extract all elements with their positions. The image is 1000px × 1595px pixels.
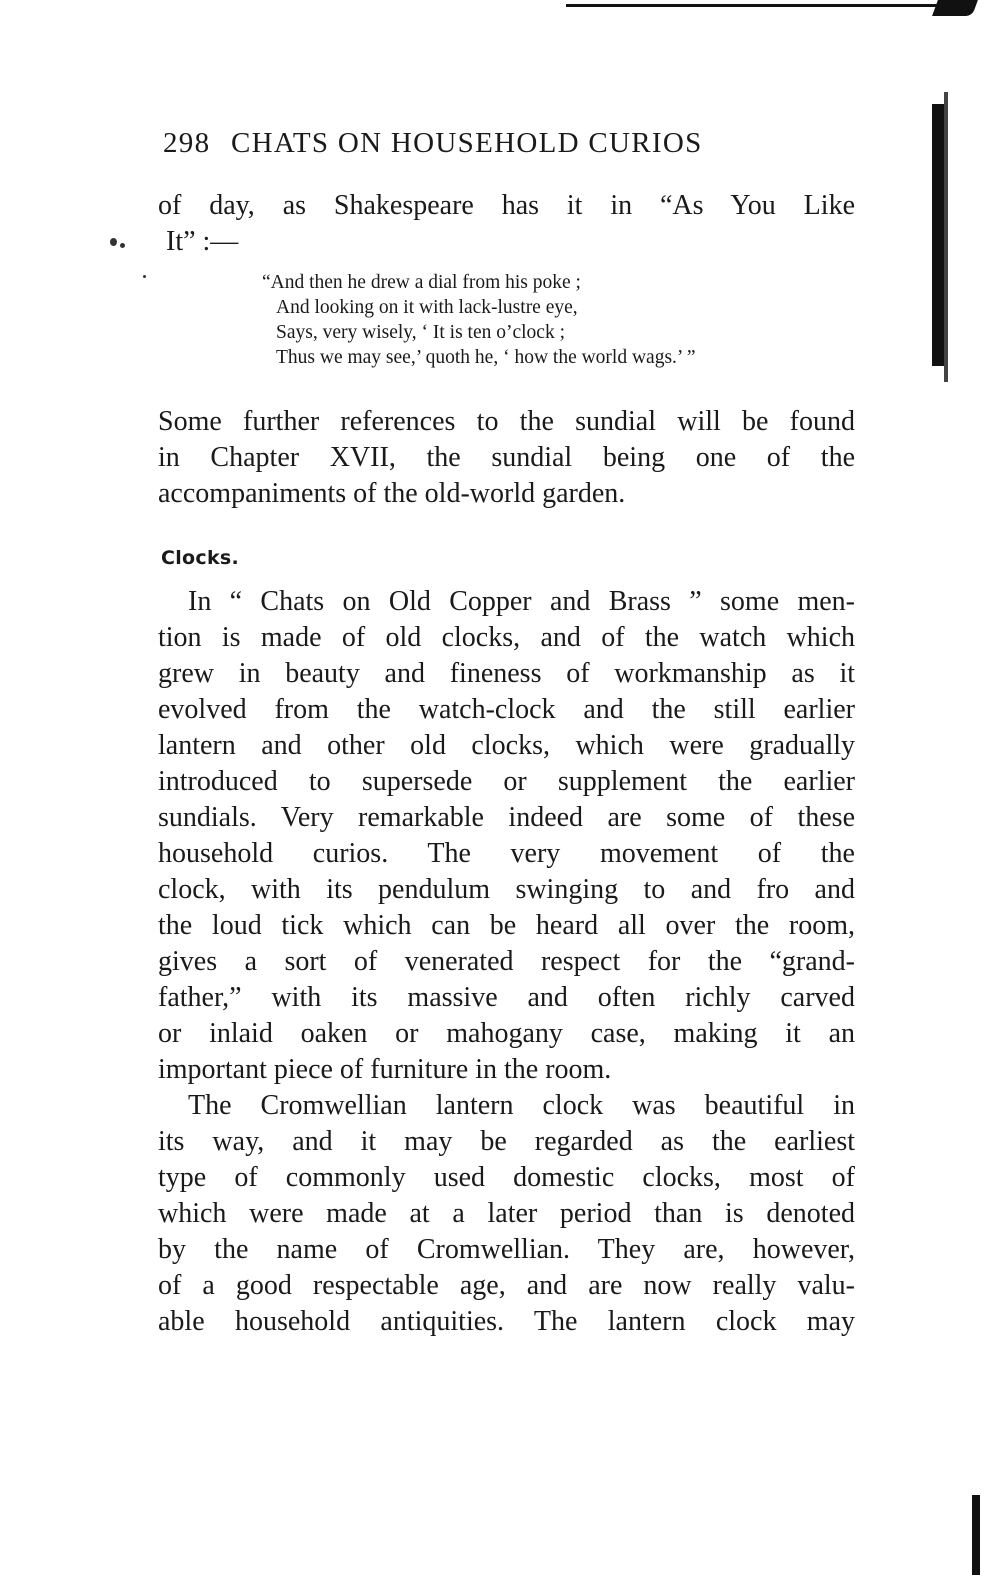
- text-line: accompaniments of the old-world garden.: [158, 478, 626, 509]
- text-line: It” :—: [166, 226, 239, 257]
- text-line: of a good respectable age, and are now really valu-: [158, 1270, 855, 1301]
- running-title: CHATS ON HOUSEHOLD CURIOS: [230, 127, 703, 159]
- scan-speck: [120, 243, 125, 248]
- text-line: household curios. The very movement of the: [158, 838, 855, 869]
- text-line: lantern and other old clocks, which were gradually: [158, 730, 855, 761]
- scan-speck: [143, 275, 146, 278]
- scan-edge-mark: [932, 0, 978, 16]
- scan-edge-bar: [932, 104, 944, 366]
- text-line: clock, with its pendulum swinging to and fro and: [158, 874, 855, 905]
- text-line: gives a sort of venerated respect for the “grand-: [158, 946, 855, 977]
- text-line: type of commonly used domestic clocks, most of: [158, 1162, 855, 1193]
- text-line: evolved from the watch-clock and the still earlier: [158, 694, 855, 725]
- text-line: the loud tick which can be heard all over the room,: [158, 910, 855, 941]
- text-line: father,” with its massive and often richly carved: [158, 982, 855, 1013]
- text-line: sundials. Very remarkable indeed are some of these: [158, 802, 855, 833]
- text-line: which were made at a later period than is denoted: [158, 1198, 855, 1229]
- text-line: introduced to supersede or supplement the earlier: [158, 766, 855, 797]
- text-line: Some further references to the sundial will be found: [158, 406, 855, 437]
- text-line: grew in beauty and fineness of workmanship as it: [158, 658, 855, 689]
- text-line: in Chapter XVII, the sundial being one of the: [158, 442, 855, 473]
- text-line: The Cromwellian lantern clock was beautiful in: [188, 1090, 855, 1121]
- text-line: important piece of furniture in the room.: [158, 1054, 612, 1085]
- verse-line: Thus we may see,’ quoth he, ‘ how the world wags.’ ”: [276, 347, 696, 368]
- verse-line: And looking on it with lack-lustre eye,: [276, 297, 578, 318]
- text-line: or inlaid oaken or mahogany case, making it an: [158, 1018, 855, 1049]
- text-line: of day, as Shakespeare has it in “As You Like: [158, 190, 855, 221]
- text-line: its way, and it may be regarded as the earliest: [158, 1126, 855, 1157]
- scan-speck: [110, 238, 117, 246]
- scan-edge-bar-thin: [944, 92, 948, 382]
- text-line: In “ Chats on Old Copper and Brass ” some men-: [188, 586, 855, 617]
- verse-line: Says, very wisely, ‘ It is ten o’clock ;: [276, 322, 566, 343]
- text-line: by the name of Cromwellian. They are, however,: [158, 1234, 855, 1265]
- scan-edge-mark-bottom: [972, 1495, 980, 1575]
- running-head: [163, 127, 703, 160]
- verse-quotation: [262, 270, 696, 370]
- text-line: tion is made of old clocks, and of the watch which: [158, 622, 855, 653]
- scan-edge-rule: [566, 4, 966, 7]
- text-line: able household antiquities. The lantern clock may: [158, 1306, 855, 1337]
- section-heading: Clocks.: [161, 547, 240, 569]
- verse-line: “And then he drew a dial from his poke ;: [262, 272, 581, 293]
- page-number: 298: [163, 127, 211, 159]
